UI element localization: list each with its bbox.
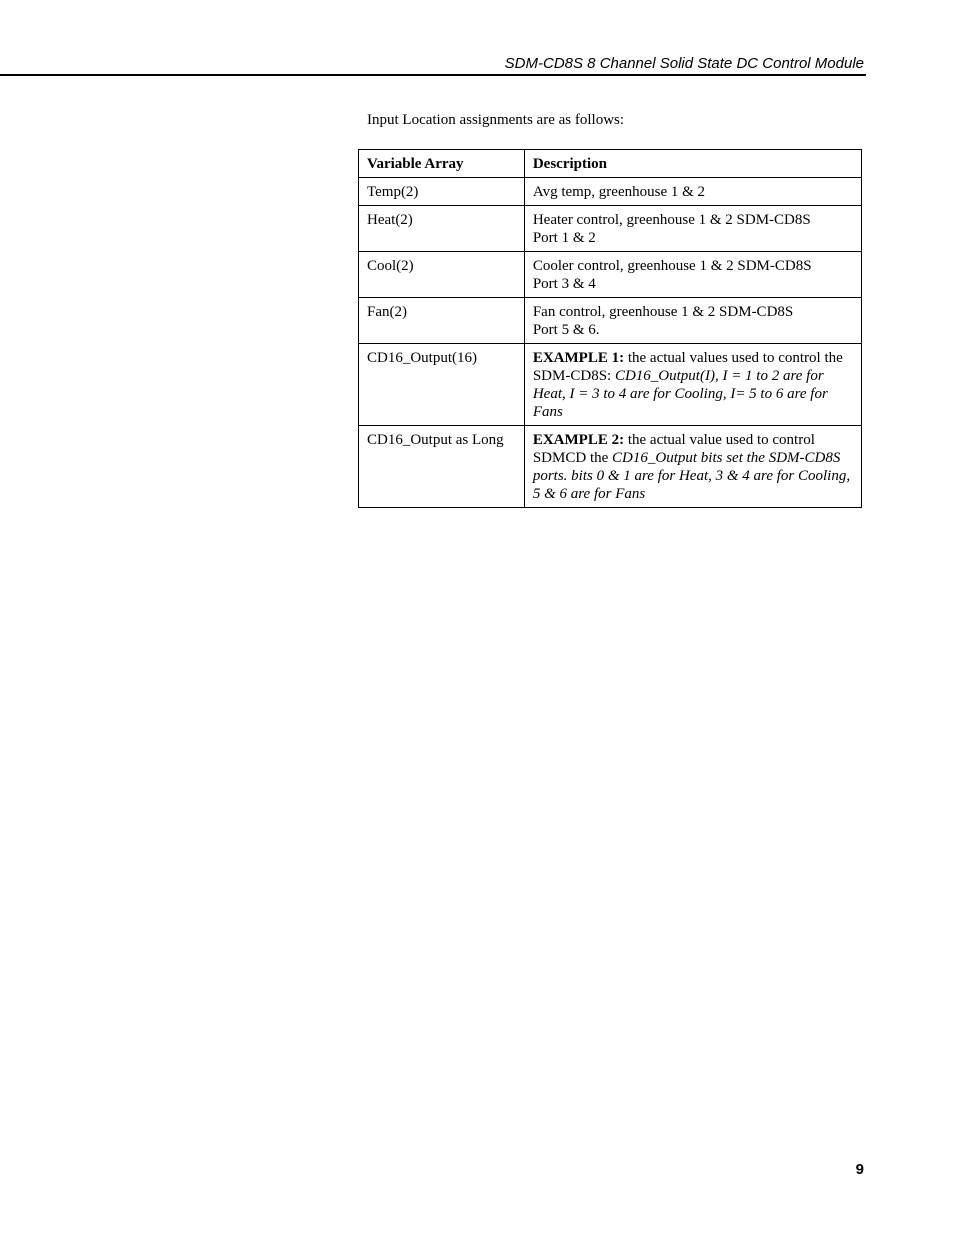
description-text: Heater control, greenhouse 1 & 2 SDM-CD8S	[532, 212, 811, 228]
description-text: the actual value used to control SDMCD the	[532, 432, 815, 466]
description-cell	[524, 344, 861, 426]
page-number: 9	[855, 1161, 864, 1178]
input-location-table	[358, 149, 862, 508]
description-italic-text: CD16_Output bits set the SDM-CD8S ports. bits 0 & 1 are for Heat, 3 & 4 are for Cooling, 5 & 6 are for Fans	[532, 450, 851, 502]
description-text: Fan control, greenhouse 1 & 2 SDM-CD8S	[532, 304, 794, 320]
description-text: the actual values used to control the SDM-CD8S:	[532, 350, 843, 384]
description-text: Port 1 & 2	[532, 230, 596, 246]
table-row	[359, 206, 862, 252]
variable-cell: CD16_Output as Long	[359, 426, 525, 508]
table-row	[359, 178, 862, 206]
variable-cell: Heat(2)	[359, 206, 525, 252]
description-cell	[524, 298, 861, 344]
variable-cell: Temp(2)	[359, 178, 525, 206]
description-cell	[524, 252, 861, 298]
intro-text: Input Location assignments are as follows:	[367, 112, 625, 128]
description-text: Port 5 & 6.	[532, 322, 600, 338]
column-header-variable-array: Variable Array	[359, 150, 525, 178]
description-cell	[524, 426, 861, 508]
running-header-title: SDM-CD8S 8 Channel Solid State DC Control Module	[504, 55, 864, 72]
header-rule	[0, 74, 866, 76]
variable-cell: Fan(2)	[359, 298, 525, 344]
table-row	[359, 344, 862, 426]
description-text: Port 3 & 4	[532, 276, 596, 292]
example-label: EXAMPLE 2:	[532, 432, 625, 448]
table-row	[359, 298, 862, 344]
description-cell	[524, 178, 861, 206]
description-italic-text: CD16_Output(I), I = 1 to 2 are for Heat, I = 3 to 4 are for Cooling, I= 5 to 6 are for Fans	[532, 368, 828, 420]
example-label: EXAMPLE 1:	[532, 350, 625, 366]
variable-cell: Cool(2)	[359, 252, 525, 298]
description-cell	[524, 206, 861, 252]
table-header-row	[359, 150, 862, 178]
column-header-description: Description	[524, 150, 861, 178]
description-text: Cooler control, greenhouse 1 & 2 SDM-CD8S	[532, 258, 812, 274]
table-row	[359, 252, 862, 298]
table-row	[359, 426, 862, 508]
description-text: Avg temp, greenhouse 1 & 2	[532, 184, 706, 200]
variable-cell: CD16_Output(16)	[359, 344, 525, 426]
